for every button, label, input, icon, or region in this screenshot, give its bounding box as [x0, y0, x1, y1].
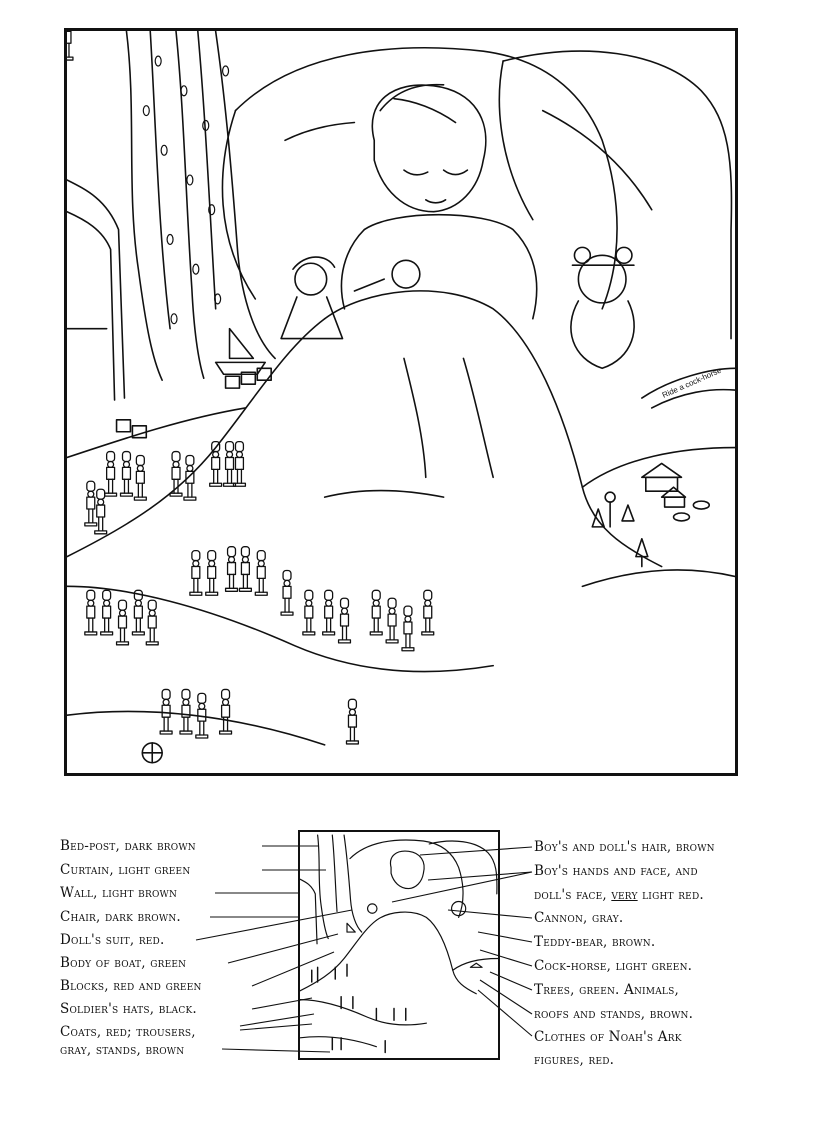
- doll: [281, 257, 342, 339]
- legend-roofs: roofs and stands, brown.: [534, 1006, 694, 1022]
- pillows: [222, 48, 731, 339]
- legend-hands-face: Boy's hands and face, and: [534, 863, 698, 879]
- bedroom-illustration: [67, 31, 735, 773]
- legend-cock-horse: Cock-horse, light green.: [534, 958, 693, 974]
- toy-boat: [216, 329, 266, 375]
- blanket: [67, 291, 735, 745]
- main-illustration-frame: [64, 28, 738, 776]
- legend-doll-face-pre: doll's face,: [534, 887, 612, 903]
- legend-coats: Coats, red; trousers,: [60, 1024, 196, 1040]
- legend-doll-suit: Doll's suit, red.: [60, 932, 165, 948]
- legend-doll-face: [534, 886, 704, 904]
- toy-blocks: [117, 368, 272, 437]
- legend-teddy-bear: Teddy-bear, brown.: [534, 934, 656, 950]
- legend-trees: Trees, green. Animals,: [534, 982, 679, 998]
- legend-hair: Boy's and doll's hair, brown: [534, 839, 715, 855]
- color-key-thumbnail: [298, 830, 500, 1060]
- bed-post: [67, 180, 124, 400]
- legend-cannon: Cannon, gray.: [534, 910, 624, 926]
- toy-soldiers: [67, 31, 434, 744]
- legend-soldier-hats: Soldier's hats, black.: [60, 1001, 197, 1017]
- legend-doll-face-emphasis: very: [611, 887, 638, 903]
- legend-curtain: Curtain, light green: [60, 862, 191, 878]
- cock-horse: [642, 365, 735, 407]
- legend-boat: Body of boat, green: [60, 955, 187, 971]
- legend-noahs-ark-cont: figures, red.: [534, 1052, 615, 1068]
- legend-stands: gray, stands, brown: [60, 1042, 185, 1058]
- legend-noahs-ark: Clothes of Noah's Ark: [534, 1029, 682, 1045]
- thumbnail-illustration: [300, 832, 498, 1058]
- legend-blocks: Blocks, red and green: [60, 978, 202, 994]
- toy-ball: [142, 743, 162, 763]
- curtain: [126, 31, 275, 380]
- noahs-ark-village: [592, 463, 709, 566]
- boy: [341, 85, 536, 319]
- legend-chair: Chair, dark brown.: [60, 909, 181, 925]
- legend-bed-post: Bed-post, dark brown: [60, 838, 196, 854]
- cock-horse-tag-text: Ride a cock-horse: [660, 365, 723, 400]
- legend-doll-face-post: light red.: [637, 887, 704, 903]
- legend-wall: Wall, light brown: [60, 885, 178, 901]
